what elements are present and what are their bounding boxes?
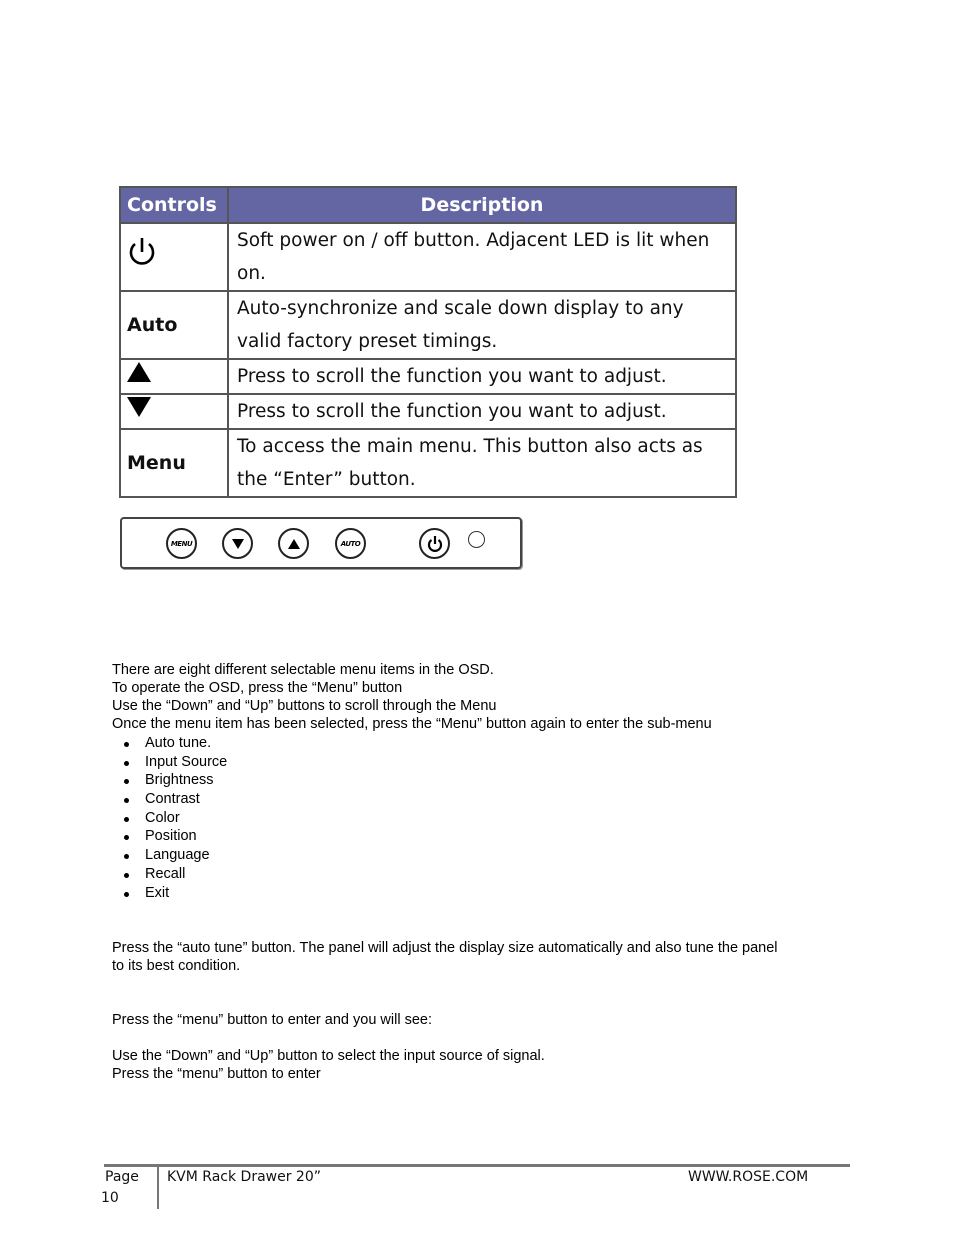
menu-button-label: MENU [170,539,193,548]
list-item: Language [112,846,227,865]
table-row [120,359,736,394]
auto-tune-text: Press the “auto tune” button. The panel will adjust the display size automatically and also tune the panel [112,940,778,956]
footer-divider [104,1164,850,1167]
description-header: Description [228,187,736,223]
up-description: Press to scroll the function you want to adjust. [228,359,736,394]
osd-intro-line: There are eight different selectable menu items in the OSD. [112,662,494,678]
auto-control-label: Auto [120,291,228,359]
list-item: Input Source [112,753,227,772]
power-control-cell [120,223,228,291]
input-source-text: Press the “menu” button to enter and you will see: [112,1012,432,1028]
list-item: Brightness [112,771,227,790]
up-control-cell [120,359,228,394]
page-number: 10 [101,1190,119,1206]
power-description: Soft power on / off button. Adjacent LED is lit when on. [228,223,736,291]
controls-table [119,186,737,498]
input-source-text: Press the “menu” button to enter [112,1066,321,1082]
down-description: Press to scroll the function you want to adjust. [228,394,736,429]
controls-header: Controls [120,187,228,223]
osd-intro-line: Use the “Down” and “Up” buttons to scroll through the Menu [112,698,497,714]
document-title: KVM Rack Drawer 20” [167,1169,321,1185]
auto-description: Auto-synchronize and scale down display to any valid factory preset timings. [228,291,736,359]
website-link[interactable]: WWW.ROSE.COM [688,1169,809,1185]
menu-button-icon [166,528,197,559]
down-button-icon [222,528,253,559]
auto-button-label: AUTO [340,539,361,548]
osd-intro-line: To operate the OSD, press the “Menu” button [112,680,403,696]
table-row [120,223,736,291]
down-arrow-icon [127,397,151,417]
table-row [120,291,736,359]
up-arrow-icon [287,538,301,550]
auto-tune-text: to its best condition. [112,958,241,974]
up-button-icon [278,528,309,559]
power-icon [127,235,157,269]
list-item: Exit [112,884,227,903]
list-item: Recall [112,865,227,884]
front-panel-illustration [120,517,522,569]
page-label: Page [105,1169,139,1185]
power-icon [427,535,443,552]
footer-separator [157,1166,159,1209]
table-row [120,394,736,429]
list-item: Color [112,809,227,828]
up-arrow-icon [127,362,151,382]
power-button-icon [419,528,450,559]
list-item: Contrast [112,790,227,809]
down-control-cell [120,394,228,429]
table-row [120,429,736,497]
menu-description: To access the main menu. This button also acts as the “Enter” button. [228,429,736,497]
input-source-text: Use the “Down” and “Up” button to select the input source of signal. [112,1048,545,1064]
osd-intro-line: Once the menu item has been selected, press the “Menu” button again to enter the sub-menu [112,716,712,732]
power-led-icon [468,531,485,548]
list-item: Position [112,827,227,846]
osd-menu-list [112,734,227,902]
auto-button-icon [335,528,366,559]
menu-control-label: Menu [120,429,228,497]
down-arrow-icon [231,538,245,550]
list-item: Auto tune. [112,734,227,753]
